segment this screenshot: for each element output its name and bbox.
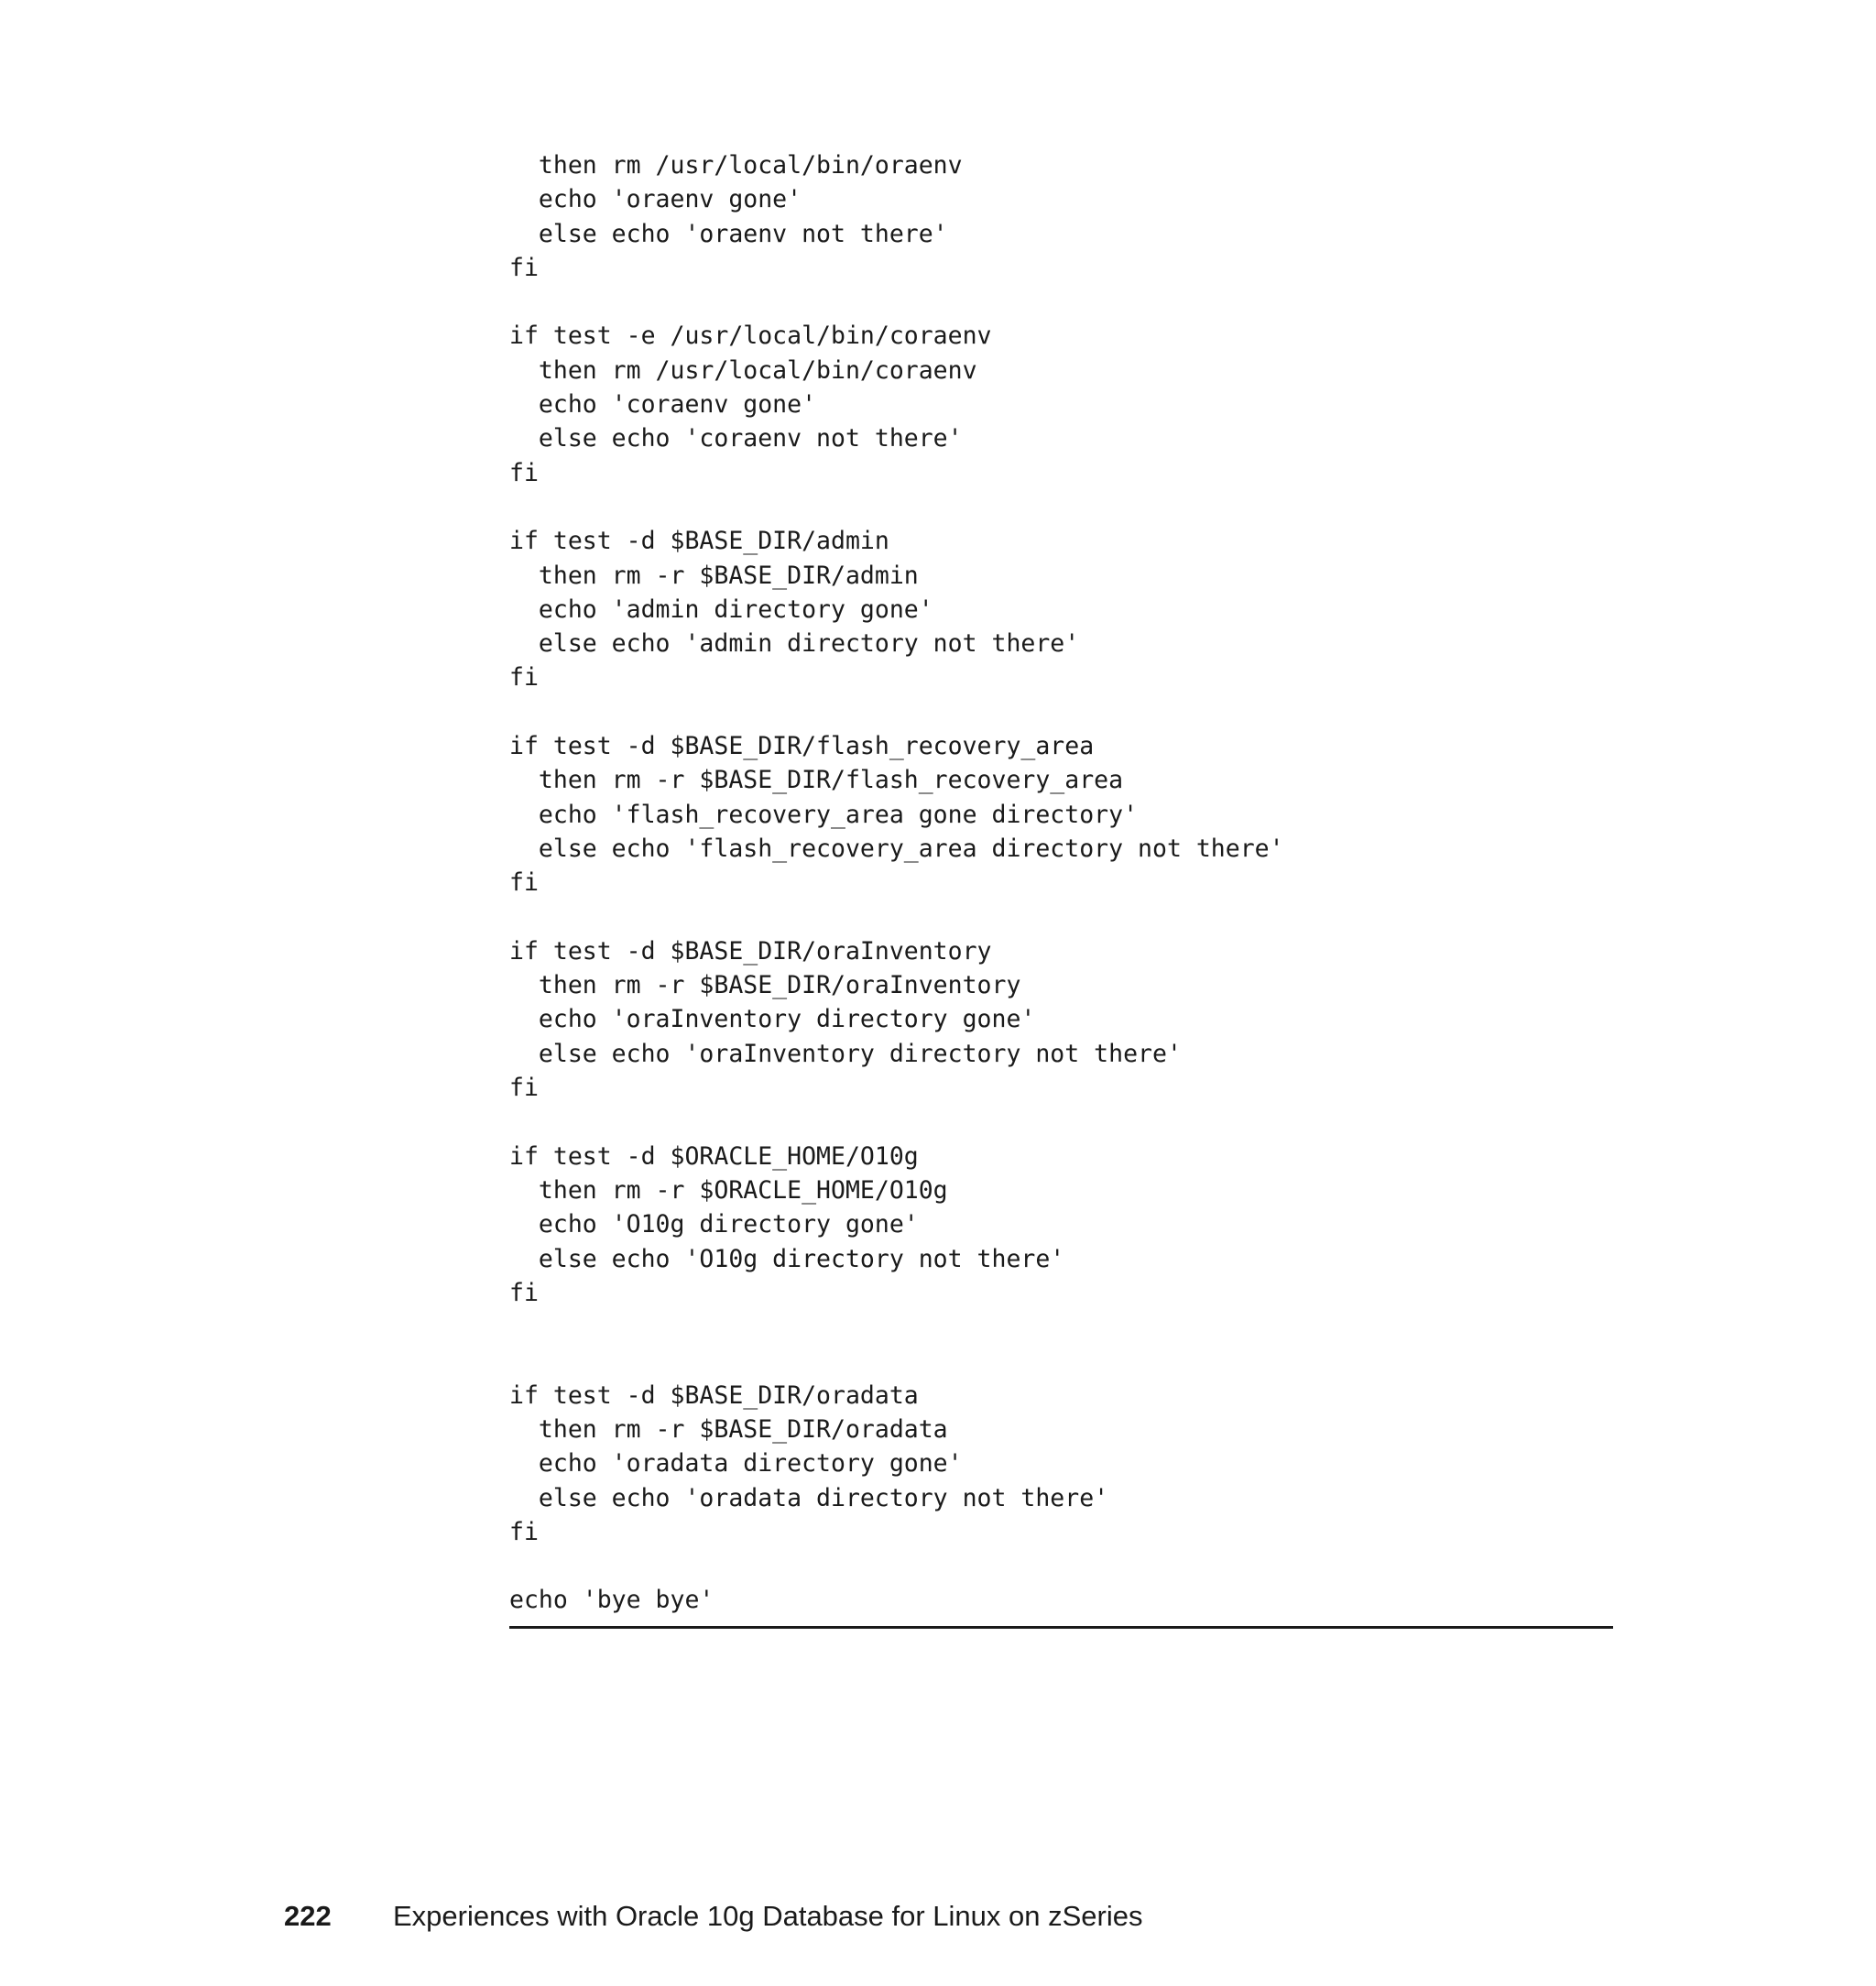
code-line: fi xyxy=(509,1517,539,1546)
code-line: echo 'admin directory gone' xyxy=(509,595,933,624)
code-line xyxy=(509,285,1613,319)
code-line: fi xyxy=(509,1278,539,1307)
code-line: echo 'flash_recovery_area gone directory' xyxy=(509,800,1139,829)
code-line: else echo 'oraInventory directory not there' xyxy=(509,1039,1182,1068)
code-line xyxy=(509,1105,1613,1139)
code-line: echo 'oraInventory directory gone' xyxy=(509,1005,1036,1034)
code-line: echo 'O10g directory gone' xyxy=(509,1210,919,1239)
code-line: echo 'bye bye' xyxy=(509,1586,714,1615)
code-line: fi xyxy=(509,253,539,282)
code-line xyxy=(509,1310,1613,1344)
code-line: then rm -r $ORACLE_HOME/O10g xyxy=(509,1175,948,1205)
code-line: fi xyxy=(509,868,539,898)
code-listing xyxy=(509,148,1613,1618)
code-line: else echo 'O10g directory not there' xyxy=(509,1244,1065,1273)
code-line: if test -d $BASE_DIR/admin xyxy=(509,527,889,556)
code-line xyxy=(509,695,1613,729)
code-line: else echo 'coraenv not there' xyxy=(509,424,963,453)
code-line: echo 'oraenv gone' xyxy=(509,185,802,214)
code-line: if test -d $BASE_DIR/flash_recovery_area xyxy=(509,732,1095,761)
code-line: then rm /usr/local/bin/oraenv xyxy=(509,151,963,180)
code-line: then rm -r $BASE_DIR/oraInventory xyxy=(509,971,1021,1000)
code-line xyxy=(509,1549,1613,1583)
code-line: fi xyxy=(509,458,539,487)
book-title: Experiences with Oracle 10g Database for Linux on zSeries xyxy=(393,1900,1143,1932)
code-line: else echo 'flash_recovery_area directory not there' xyxy=(509,834,1284,863)
code-line: fi xyxy=(509,1074,539,1103)
code-line xyxy=(509,1344,1613,1378)
code-line: if test -d $ORACLE_HOME/O10g xyxy=(509,1141,919,1171)
page-number: 222 xyxy=(284,1900,332,1932)
code-line: if test -d $BASE_DIR/oradata xyxy=(509,1380,919,1410)
code-line: then rm -r $BASE_DIR/admin xyxy=(509,561,919,590)
page-footer xyxy=(284,1898,1143,1935)
code-line: fi xyxy=(509,663,539,693)
code-line: else echo 'oraenv not there' xyxy=(509,219,948,248)
code-line: if test -e /usr/local/bin/coraenv xyxy=(509,322,992,351)
code-line xyxy=(509,490,1613,524)
code-block-bottom-rule xyxy=(509,1626,1613,1629)
code-line: echo 'coraenv gone' xyxy=(509,390,817,420)
code-line: if test -d $BASE_DIR/oraInventory xyxy=(509,936,992,966)
code-line: then rm -r $BASE_DIR/oradata xyxy=(509,1414,948,1444)
code-line: else echo 'admin directory not there' xyxy=(509,629,1080,659)
code-line: else echo 'oradata directory not there' xyxy=(509,1483,1109,1512)
code-line: then rm /usr/local/bin/coraenv xyxy=(509,355,977,385)
code-line: then rm -r $BASE_DIR/flash_recovery_area xyxy=(509,766,1124,795)
code-line xyxy=(509,900,1613,934)
code-line: echo 'oradata directory gone' xyxy=(509,1449,963,1479)
